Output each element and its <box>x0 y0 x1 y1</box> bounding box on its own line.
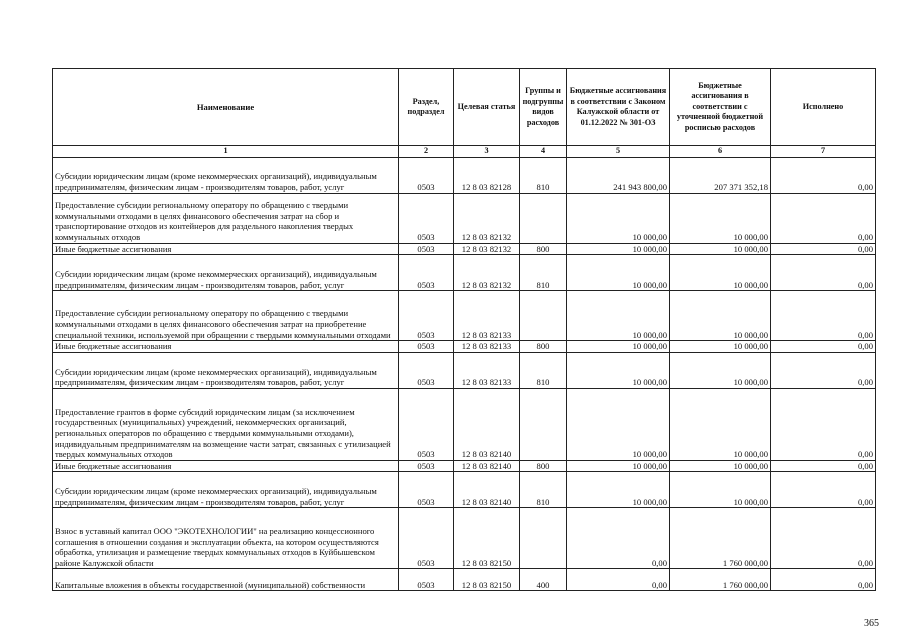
row-target-article: 12 8 03 82133 <box>454 291 520 341</box>
row-name: Субсидии юридическим лицам (кроме некоммерческих организаций), индивидуальным предпринимателям, физическим лицам - производителям товаров, работ, услуг <box>53 472 399 508</box>
budget-table <box>52 68 876 591</box>
row-law-allocation: 10 000,00 <box>567 352 670 388</box>
row-law-allocation: 10 000,00 <box>567 472 670 508</box>
header-group: Группы и подгруппы видов расходов <box>520 69 567 146</box>
row-refined-allocation: 10 000,00 <box>670 460 771 472</box>
row-executed: 0,00 <box>771 472 876 508</box>
row-refined-allocation: 10 000,00 <box>670 193 771 243</box>
row-executed: 0,00 <box>771 508 876 569</box>
row-section: 0503 <box>399 388 454 460</box>
row-refined-allocation: 1 760 000,00 <box>670 569 771 591</box>
header-section: Раздел, подраздел <box>399 69 454 146</box>
table-row <box>53 157 876 193</box>
row-expense-group: 400 <box>520 569 567 591</box>
row-expense-group: 810 <box>520 157 567 193</box>
row-target-article: 12 8 03 82128 <box>454 157 520 193</box>
row-expense-group <box>520 508 567 569</box>
row-target-article: 12 8 03 82132 <box>454 193 520 243</box>
table-row <box>53 341 876 353</box>
row-executed: 0,00 <box>771 388 876 460</box>
column-number: 6 <box>670 146 771 158</box>
row-target-article: 12 8 03 82140 <box>454 460 520 472</box>
column-number: 1 <box>53 146 399 158</box>
row-target-article: 12 8 03 82150 <box>454 508 520 569</box>
row-section: 0503 <box>399 341 454 353</box>
row-refined-allocation: 10 000,00 <box>670 255 771 291</box>
column-number: 3 <box>454 146 520 158</box>
header-law-allocations: Бюджетные ассигнования в соответствии с Законом Калужской области от 01.12.2022 № 301-ОЗ <box>567 69 670 146</box>
row-refined-allocation: 10 000,00 <box>670 243 771 255</box>
column-number: 5 <box>567 146 670 158</box>
row-expense-group: 810 <box>520 472 567 508</box>
row-name: Предоставление субсидии региональному оператору по обращению с твердыми коммунальными отходами в целях финансового обеспечения затрат на сбор и транспортирование отходов из контейнеров для раздельного накопления твердых коммунальных отходов <box>53 193 399 243</box>
row-name: Иные бюджетные ассигнования <box>53 460 399 472</box>
row-executed: 0,00 <box>771 460 876 472</box>
row-section: 0503 <box>399 291 454 341</box>
row-refined-allocation: 10 000,00 <box>670 388 771 460</box>
row-target-article: 12 8 03 82150 <box>454 569 520 591</box>
row-executed: 0,00 <box>771 157 876 193</box>
row-executed: 0,00 <box>771 255 876 291</box>
header-target: Целевая статья <box>454 69 520 146</box>
row-refined-allocation: 10 000,00 <box>670 291 771 341</box>
row-refined-allocation: 10 000,00 <box>670 341 771 353</box>
row-law-allocation: 10 000,00 <box>567 193 670 243</box>
row-section: 0503 <box>399 508 454 569</box>
row-law-allocation: 10 000,00 <box>567 291 670 341</box>
row-expense-group <box>520 291 567 341</box>
row-section: 0503 <box>399 352 454 388</box>
row-refined-allocation: 10 000,00 <box>670 472 771 508</box>
row-target-article: 12 8 03 82133 <box>454 352 520 388</box>
row-section: 0503 <box>399 255 454 291</box>
header-row <box>53 69 876 146</box>
row-executed: 0,00 <box>771 341 876 353</box>
table-row <box>53 243 876 255</box>
table-row <box>53 388 876 460</box>
row-section: 0503 <box>399 472 454 508</box>
row-name: Субсидии юридическим лицам (кроме некоммерческих организаций), индивидуальным предпринимателям, физическим лицам - производителям товаров, работ, услуг <box>53 157 399 193</box>
row-law-allocation: 10 000,00 <box>567 243 670 255</box>
row-expense-group: 800 <box>520 460 567 472</box>
table-row <box>53 255 876 291</box>
row-name: Предоставление субсидии региональному оператору по обращению с твердыми коммунальными отходами в целях финансового обеспечения затрат на приобретение специальной техники, используемой при обращении с твердыми коммунальными отходами <box>53 291 399 341</box>
header-name: Наименование <box>53 69 399 146</box>
row-law-allocation: 10 000,00 <box>567 255 670 291</box>
header-executed: Исполнено <box>771 69 876 146</box>
row-executed: 0,00 <box>771 291 876 341</box>
row-refined-allocation: 1 760 000,00 <box>670 508 771 569</box>
row-name: Капитальные вложения в объекты государственной (муниципальной) собственности <box>53 569 399 591</box>
row-refined-allocation: 10 000,00 <box>670 352 771 388</box>
row-expense-group <box>520 193 567 243</box>
row-law-allocation: 10 000,00 <box>567 341 670 353</box>
row-refined-allocation: 207 371 352,18 <box>670 157 771 193</box>
row-expense-group: 800 <box>520 243 567 255</box>
table-row <box>53 352 876 388</box>
row-law-allocation: 241 943 800,00 <box>567 157 670 193</box>
column-number-row <box>53 146 876 158</box>
row-expense-group: 810 <box>520 255 567 291</box>
table-row <box>53 472 876 508</box>
column-number: 2 <box>399 146 454 158</box>
table-row <box>53 193 876 243</box>
row-name: Иные бюджетные ассигнования <box>53 243 399 255</box>
row-expense-group <box>520 388 567 460</box>
row-executed: 0,00 <box>771 352 876 388</box>
row-law-allocation: 0,00 <box>567 508 670 569</box>
row-expense-group: 800 <box>520 341 567 353</box>
row-target-article: 12 8 03 82133 <box>454 341 520 353</box>
table-body <box>53 157 876 591</box>
row-executed: 0,00 <box>771 569 876 591</box>
row-section: 0503 <box>399 569 454 591</box>
row-section: 0503 <box>399 157 454 193</box>
row-target-article: 12 8 03 82132 <box>454 243 520 255</box>
row-law-allocation: 10 000,00 <box>567 388 670 460</box>
row-target-article: 12 8 03 82140 <box>454 388 520 460</box>
row-name: Иные бюджетные ассигнования <box>53 341 399 353</box>
page-number: 365 <box>864 618 879 629</box>
row-section: 0503 <box>399 193 454 243</box>
row-name: Взнос в уставный капитал ООО "ЭКОТЕХНОЛОГИИ" на реализацию концессионного соглашения в отношении создания и эксплуатации объекта, на котором осуществляются обработка, утилизация и размещение твердых коммунальных отходов в Куйбышевском районе Калужской области <box>53 508 399 569</box>
row-section: 0503 <box>399 243 454 255</box>
row-expense-group: 810 <box>520 352 567 388</box>
row-name: Субсидии юридическим лицам (кроме некоммерческих организаций), индивидуальным предпринимателям, физическим лицам - производителям товаров, работ, услуг <box>53 352 399 388</box>
table-row <box>53 508 876 569</box>
table-row <box>53 460 876 472</box>
row-law-allocation: 0,00 <box>567 569 670 591</box>
row-target-article: 12 8 03 82140 <box>454 472 520 508</box>
column-number: 4 <box>520 146 567 158</box>
table-row <box>53 569 876 591</box>
row-law-allocation: 10 000,00 <box>567 460 670 472</box>
column-number: 7 <box>771 146 876 158</box>
row-executed: 0,00 <box>771 243 876 255</box>
header-refined-allocations: Бюджетные ассигнования в соответствии с уточненной бюджетной росписью расходов <box>670 69 771 146</box>
row-name: Субсидии юридическим лицам (кроме некоммерческих организаций), индивидуальным предпринимателям, физическим лицам - производителям товаров, работ, услуг <box>53 255 399 291</box>
row-section: 0503 <box>399 460 454 472</box>
row-target-article: 12 8 03 82132 <box>454 255 520 291</box>
row-executed: 0,00 <box>771 193 876 243</box>
table-row <box>53 291 876 341</box>
row-name: Предоставление грантов в форме субсидий юридическим лицам (за исключением государственных (муниципальных) учреждений, некоммерческих организаций, региональных операторов по обращению с твердыми коммунальными отходами), индивидуальным предпринимателям на возмещение части затрат, связанных с утилизацией твердых коммунальных отходов <box>53 388 399 460</box>
